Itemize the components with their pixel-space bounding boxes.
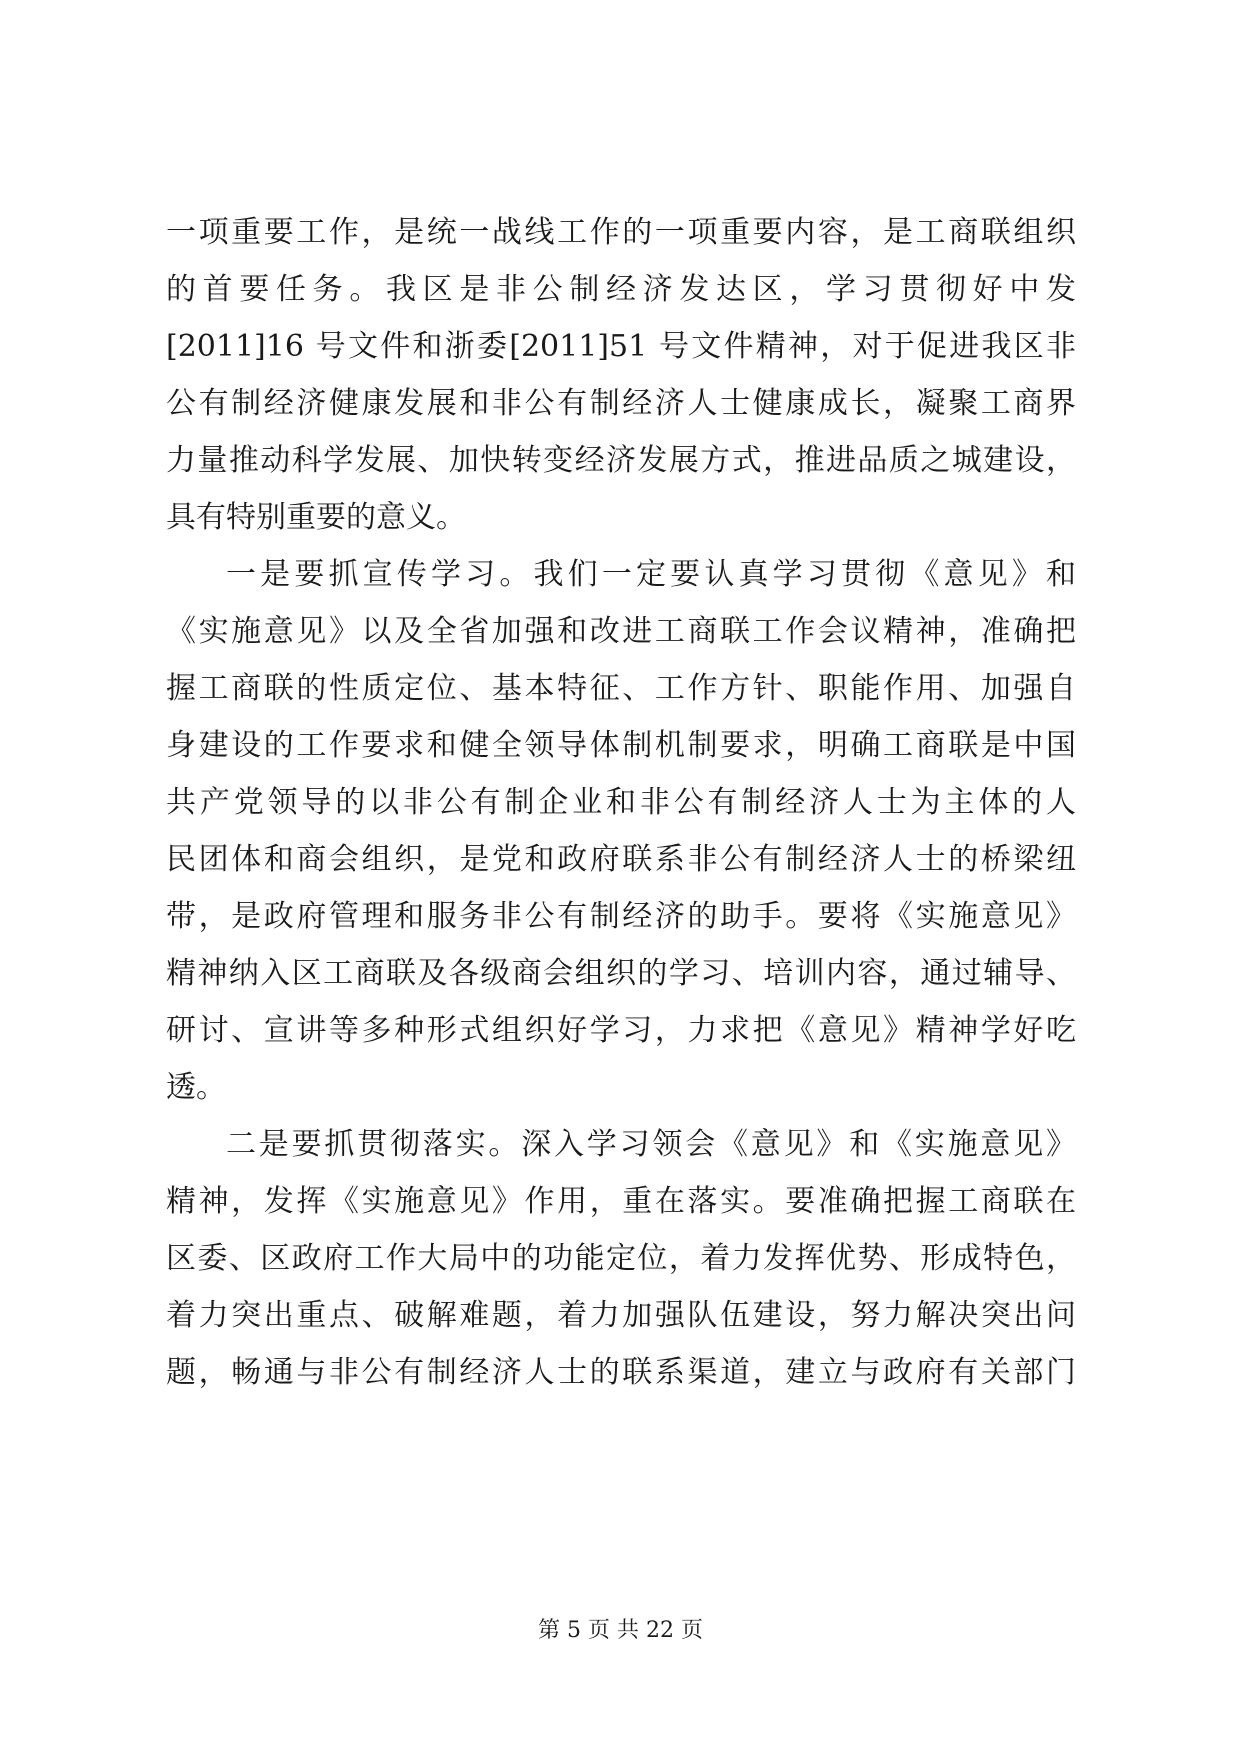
text-line: 民团体和商会组织，是党和政府联系非公有制经济人士的桥梁纽 [166, 842, 1076, 877]
text-line: 着力突出重点、破解难题，着力加强队伍建设，努力解决突出问 [166, 1298, 1076, 1333]
text-line: 带，是政府管理和服务非公有制经济的助手。要将《实施意见》 [166, 899, 1076, 934]
text-line: 一是要抓宣传学习。我们一定要认真学习贯彻《意见》和 [226, 557, 1076, 592]
text-line: 一项重要工作，是统一战线工作的一项重要内容，是工商联组织 [166, 215, 1076, 250]
text-line: 透。 [166, 1070, 226, 1105]
text-line: 《实施意见》以及全省加强和改进工商联工作会议精神，准确把 [166, 614, 1076, 649]
text-line: 精神纳入区工商联及各级商会组织的学习、培训内容，通过辅导、 [166, 956, 1076, 991]
text-line: 的首要任务。我区是非公制经济发达区，学习贯彻好中发 [166, 272, 1076, 307]
text-line: 题，畅通与非公有制经济人士的联系渠道，建立与政府有关部门 [166, 1355, 1076, 1390]
text-line: 身建设的工作要求和健全领导体制机制要求，明确工商联是中国 [166, 728, 1076, 763]
text-line: 公有制经济健康发展和非公有制经济人士健康成长，凝聚工商界 [166, 386, 1076, 421]
text-line: 握工商联的性质定位、基本特征、工作方针、职能作用、加强自 [166, 671, 1076, 706]
text-line: [2011]16 号文件和浙委[2011]51 号文件精神，对于促进我区非 [166, 329, 1076, 364]
text-line: 具有特别重要的意义。 [166, 500, 466, 535]
text-line: 力量推动科学发展、加快转变经济发展方式，推进品质之城建设， [166, 443, 1076, 478]
text-line: 精神，发挥《实施意见》作用，重在落实。要准确把握工商联在 [166, 1184, 1076, 1219]
text-line: 共产党领导的以非公有制企业和非公有制经济人士为主体的人 [166, 785, 1076, 820]
text-line: 二是要抓贯彻落实。深入学习领会《意见》和《实施意见》 [226, 1127, 1076, 1162]
text-line: 研讨、宣讲等多种形式组织好学习，力求把《意见》精神学好吃 [166, 1013, 1076, 1048]
text-line: 区委、区政府工作大局中的功能定位，着力发挥优势、形成特色， [166, 1241, 1076, 1276]
page-number-footer: 第 5 页 共 22 页 [538, 1618, 703, 1643]
